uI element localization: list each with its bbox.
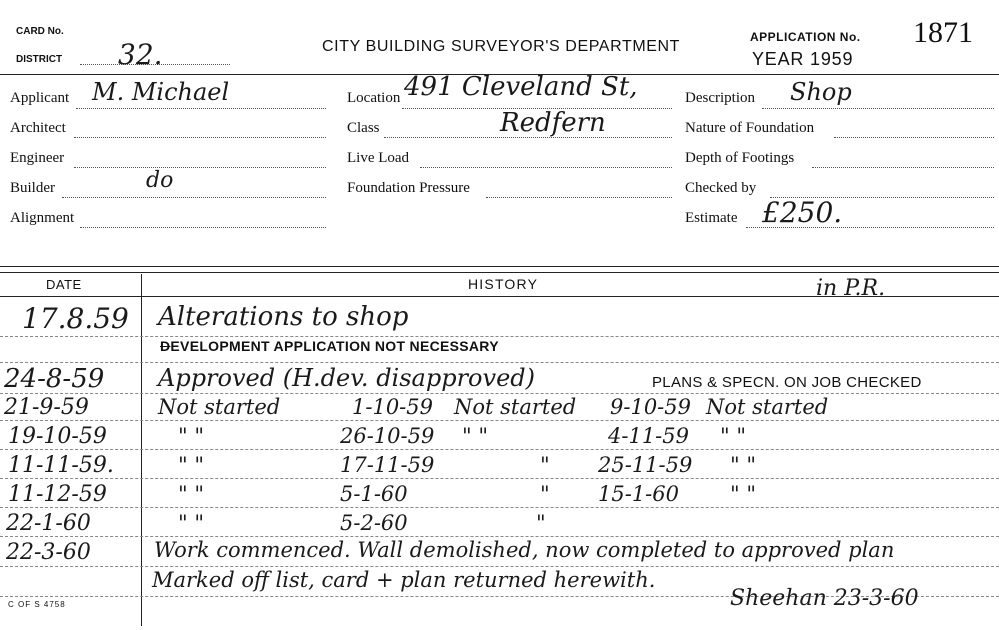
depth-of-footings-line (812, 167, 994, 168)
history-cell: 5-1-60 (340, 482, 408, 506)
description-label: Description (685, 90, 755, 106)
builder-line (62, 197, 326, 198)
history-cell: " " (178, 424, 204, 448)
history-date: 21-9-59 (4, 395, 89, 420)
row-rule (0, 507, 999, 508)
history-cell: 15-1-60 (598, 482, 679, 506)
engineer-line (74, 167, 326, 168)
description-value: Shop (790, 78, 852, 106)
estimate-label: Estimate (685, 210, 738, 226)
development-stamp: DEVELOPMENT APPLICATION NOT NECESSARY (160, 338, 499, 354)
card-no-label: CARD No. (16, 26, 64, 37)
history-cell: " (540, 453, 550, 477)
history-column-header: HISTORY (468, 276, 539, 292)
history-entry: Alterations to shop (158, 302, 409, 332)
history-cell: Not started (454, 395, 577, 419)
form-code: C OF S 4758 (8, 600, 66, 609)
history-cell: " " (730, 453, 756, 477)
history-entry: Marked off list, card + plan returned herewith. (152, 568, 656, 592)
history-cell: Not started (158, 395, 281, 419)
history-cell: " " (462, 424, 488, 448)
class-label: Class (347, 120, 380, 136)
builder-label: Builder (10, 180, 55, 196)
history-cell: 5-2-60 (340, 511, 408, 535)
history-cell: " " (720, 424, 746, 448)
history-cell: 17-11-59 (340, 453, 435, 477)
history-cell: 1-10-59 (352, 395, 433, 419)
alignment-line (80, 227, 326, 228)
row-rule (0, 478, 999, 479)
history-entry: Work commenced. Wall demolished, now completed to approved plan (154, 538, 895, 562)
history-date: 22-1-60 (6, 511, 91, 536)
history-cell: 26-10-59 (340, 424, 435, 448)
nature-of-foundation-line (834, 137, 994, 138)
live-load-line (420, 167, 672, 168)
district-value: 32. (118, 38, 163, 71)
row-rule (0, 362, 999, 363)
application-no-label: APPLICATION No. (750, 30, 861, 44)
history-cell: " " (178, 511, 204, 535)
builder-value: do (146, 168, 174, 193)
nature-of-foundation-label: Nature of Foundation (685, 120, 815, 136)
foundation-pressure-label: Foundation Pressure (347, 180, 470, 196)
history-entry: Approved (H.dev. disapproved) (158, 364, 535, 392)
corner-note: in P.R. (816, 276, 886, 301)
signature: Sheehan 23-3-60 (730, 586, 919, 611)
row-rule (0, 393, 999, 394)
row-rule (0, 336, 999, 337)
date-column-divider (141, 274, 142, 626)
location-value: 491 Cleveland St, (404, 72, 638, 102)
history-cell: " " (178, 482, 204, 506)
depth-of-footings-label: Depth of Footings (685, 150, 795, 166)
history-cell: " " (730, 482, 756, 506)
alignment-label: Alignment (10, 210, 75, 226)
year-label: YEAR 1959 (752, 49, 854, 69)
foundation-pressure-line (486, 197, 672, 198)
history-date: 22-3-60 (6, 540, 91, 565)
date-column-header: DATE (46, 277, 82, 292)
history-date: 19-10-59 (8, 424, 107, 449)
history-cell: " (540, 482, 550, 506)
department-title: CITY BUILDING SURVEYOR'S DEPARTMENT (322, 38, 681, 55)
history-date: 11-11-59. (8, 453, 114, 478)
history-date: 11-12-59 (8, 482, 107, 507)
location-label: Location (347, 90, 401, 106)
plans-checked-stamp: PLANS & SPECN. ON JOB CHECKED (652, 374, 922, 391)
history-cell: Not started (706, 395, 829, 419)
history-cell: 25-11-59 (598, 453, 693, 477)
history-date: 24-8-59 (4, 364, 105, 394)
district-label: DISTRICT (16, 54, 63, 65)
history-cell: 9-10-59 (610, 395, 691, 419)
architect-line (74, 137, 326, 138)
applicant-line (76, 108, 326, 109)
live-load-label: Live Load (347, 150, 410, 166)
architect-label: Architect (10, 120, 66, 136)
checked-by-label: Checked by (685, 180, 757, 196)
description-line (762, 108, 994, 109)
row-rule (0, 566, 999, 567)
history-cell: 4-11-59 (608, 424, 689, 448)
row-rule (0, 449, 999, 450)
applicant-label: Applicant (10, 90, 70, 106)
row-rule (0, 536, 999, 537)
history-cell: " " (178, 453, 204, 477)
class-value: Redfern (500, 108, 606, 138)
estimate-value: £250. (762, 196, 843, 229)
engineer-label: Engineer (10, 150, 65, 166)
history-cell: " (536, 511, 546, 535)
application-number: 1871 (913, 16, 973, 49)
history-top-rule (0, 266, 999, 267)
history-top-rule-2 (0, 272, 999, 273)
history-date: 17.8.59 (22, 302, 129, 335)
row-rule (0, 420, 999, 421)
applicant-value: M. Michael (92, 78, 230, 106)
